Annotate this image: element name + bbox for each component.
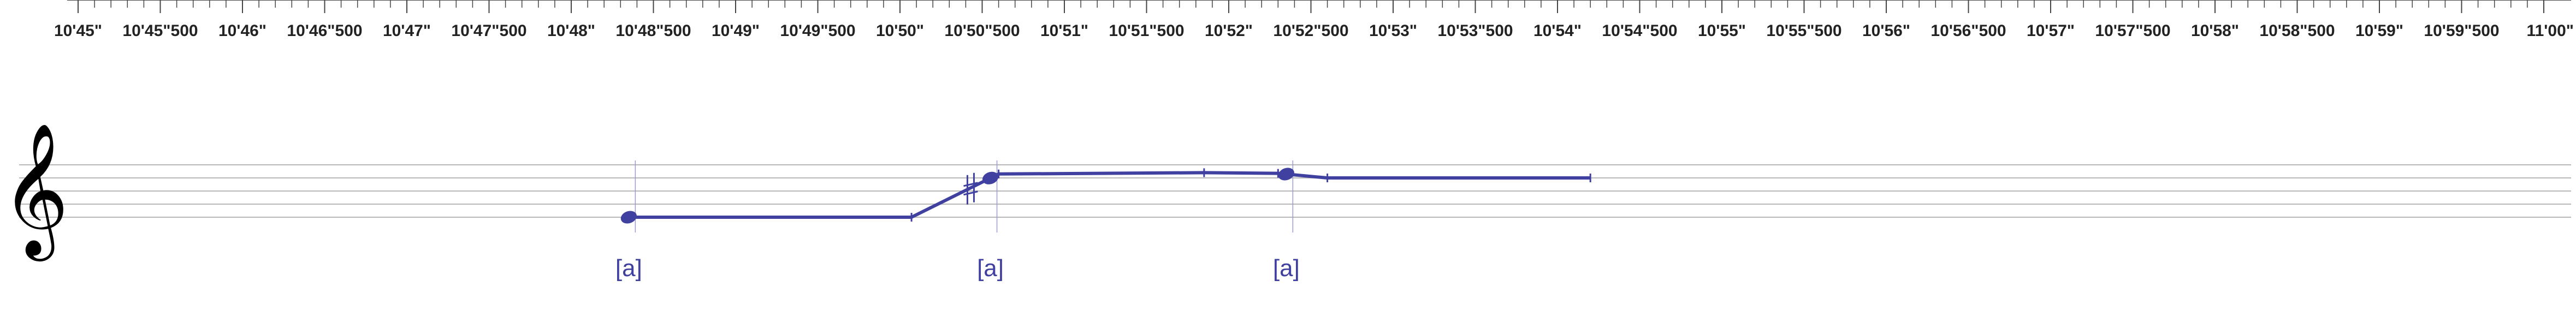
event-label: [a] — [1272, 255, 1300, 282]
ruler-label: 10'55"500 — [1766, 22, 1842, 40]
ruler-label: 11'00" — [2526, 22, 2574, 40]
ruler-label: 10'47" — [382, 22, 431, 40]
ruler-label: 10'59" — [2355, 22, 2404, 40]
ruler-label: 10'49"500 — [780, 22, 856, 40]
ruler-label: 10'53"500 — [1437, 22, 1513, 40]
ruler-label: 10'59"500 — [2424, 22, 2500, 40]
ruler-label: 10'55" — [1697, 22, 1746, 40]
event-label: [a] — [977, 255, 1004, 282]
ruler-label: 10'51"500 — [1109, 22, 1185, 40]
ruler-label: 10'45" — [54, 22, 103, 40]
glissando-line[interactable] — [629, 172, 1590, 217]
event-labels — [615, 255, 1300, 282]
ruler-label: 10'54"500 — [1602, 22, 1678, 40]
ruler-label: 10'50" — [875, 22, 925, 40]
ruler-label: 10'48" — [547, 22, 596, 40]
ruler-label: 10'49" — [711, 22, 760, 40]
ruler-label: 10'54" — [1533, 22, 1582, 40]
ruler-label: 10'45"500 — [122, 22, 198, 40]
ruler-label: 10'48"500 — [615, 22, 691, 40]
ruler-label: 10'58" — [2190, 22, 2240, 40]
ruler-label: 10'53" — [1369, 22, 1418, 40]
ruler-label: 10'58"500 — [2259, 22, 2335, 40]
ruler-label: 10'57"500 — [2095, 22, 2171, 40]
ruler-label: 10'51" — [1040, 22, 1089, 40]
ruler-label: 10'57" — [2026, 22, 2075, 40]
treble-clef-icon: 𝄞 — [1, 122, 69, 255]
glissando-lines[interactable] — [629, 168, 1590, 222]
event-label: [a] — [615, 255, 642, 282]
ruler-label: 10'46" — [218, 22, 267, 40]
ruler-label: 10'56" — [1862, 22, 1911, 40]
ruler-label: 10'52" — [1204, 22, 1253, 40]
timeline-ruler — [54, 0, 2574, 40]
music-staff — [19, 165, 2571, 217]
ruler-label: 10'56"500 — [1930, 22, 2006, 40]
ruler-label: 10'52"500 — [1273, 22, 1349, 40]
ruler-label: 10'50"500 — [944, 22, 1020, 40]
ruler-label: 10'47"500 — [451, 22, 527, 40]
ruler-label: 10'46"500 — [287, 22, 363, 40]
